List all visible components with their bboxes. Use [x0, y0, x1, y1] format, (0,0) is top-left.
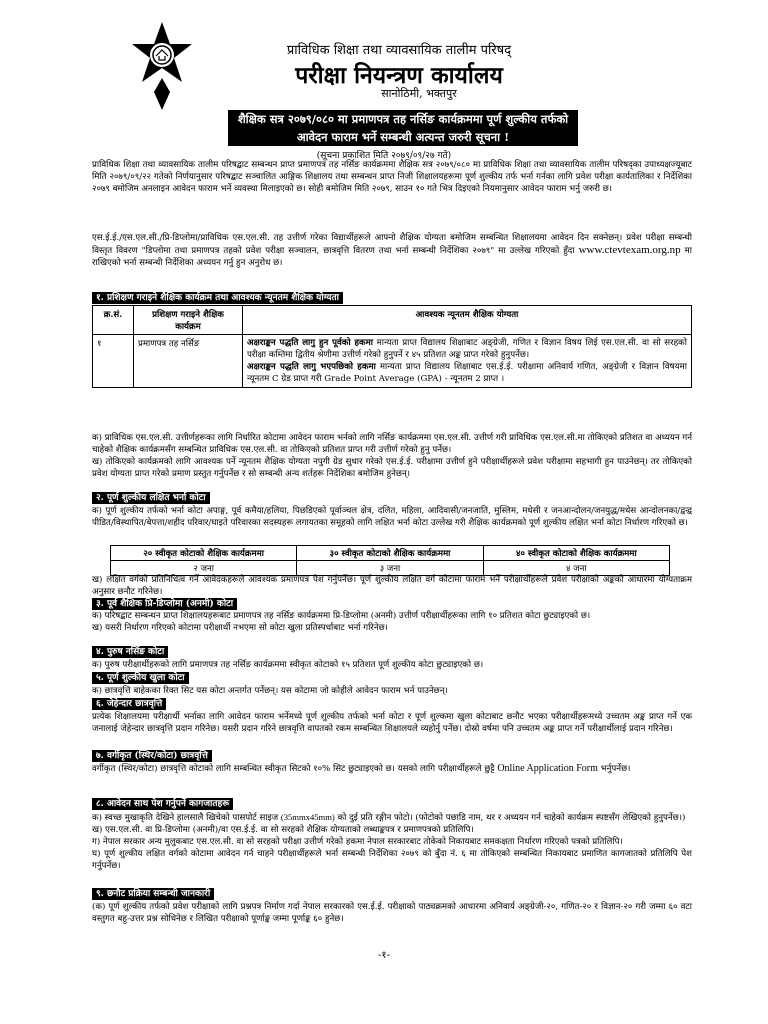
page-number: -१- [378, 950, 390, 961]
section-5-text: क) छात्रवृत्ति बाहेकका रिक्त सिट यस कोटा अन्तर्गत पर्नेछन्। यस कोटामा जो कोहीले आवेदन फाराम भर्न पाउनेछन्। [92, 686, 448, 696]
row-program: प्रमाणपत्र तह नर्सिङ [134, 335, 243, 388]
section-4-heading: ४. पुरुष नर्सिङ कोटा [92, 646, 168, 658]
list-item [92, 811, 692, 824]
table-header-row [111, 546, 670, 561]
qual-text-1: मान्यता प्राप्त विद्यालय शिक्षाबाट अङ्ग्रेजी, गणित र विज्ञान विषय लिई एस.एल.सी. वा सो सरहको परीक्षा कम्तिमा द्वितीय श्रेणीमा उत्तीर्ण गरेको हुनुपर्ने र ४५ प्रतिशत अङ्क प्राप्त गरेको हुनुपर्नेछ। [247, 338, 688, 360]
list-item: क) परिषद्बाट सम्बन्धन प्राप्त शिक्षालयहरूबाट प्रमाणपत्र तह नर्सिङ कार्यक्रममा प्रि-डिप्लोमा (अनमी) उत्तीर्ण परीक्षार्थीहरूका लागि १० प्रतिशत कोटा छुट्याइएको छ। [92, 611, 591, 621]
section-2-text: क) पूर्ण शुल्कीय तर्फको भर्ना कोटा अपाङ्ग, पूर्व कमैया/हलिया, पिछडिएको पूर्वाञ्चल क्षेत्र, दलित, महिला, आदिवासी/जनजाति, मुस्लिम, मधेसी र जनआन्दोलन/जनयुद्ध/मधेस आन्दोलनका/द्वन्द्व पीडित/विस्थापित/बेपत्ता/शहीद परिवार/घाइते परिवारका सदस्यहरू लगायतका समूहको लागि लक्षित भर्ना कोटा उल्लेख गरी शैक्षिक कार्यक्रमको पूर्ण शुल्कीय लक्षित भर्ना कोटा निर्धारण गरिएको छ। [92, 506, 692, 529]
section-1-notes [92, 432, 692, 480]
table-header-row [93, 306, 692, 335]
col-qualification: आवश्यक न्यूनतम शैक्षिक योग्यता [243, 306, 692, 335]
qualification-table [92, 305, 692, 388]
list-item: क) प्राविधिक एस.एल.सी. उत्तीर्णहरूका लागि निर्धारित कोटामा आवेदन फाराम भर्नको लागि नर्सिङ कार्यक्रममा एस.एल.सी. उत्तीर्ण गरी प्राविधिक एस.एल.सी.मा तोकिएको प्रतिशत वा अध्ययन गर्न चाहेको शैक्षिक कार्यक्रमसँग सम्बन्धित प्राविधिक एस.एल.सी. वा तोकिएको प्रतिशत प्राप्त गरी उत्तीर्ण गरेको हुनु पर्नेछ। [92, 433, 692, 456]
qual-text-2: मान्यता प्राप्त विद्यालय शिक्षाबाट एस.ई.ई. परीक्षामा अनिवार्य गणित, अङ्ग्रेजी र विज्ञान विषयमा न्यूनतम C ग्रेड प्राप्त गरी [247, 362, 687, 384]
qual-bold-1: अक्षराङ्कन पद्धति लागु हुन पूर्वको हकमा [247, 338, 374, 348]
row-sn: १ [93, 335, 134, 388]
intro-paragraph-2-text: एस.ई.ई./एस.एल.सी./प्रि-डिप्लोमा/प्राविधिक एस.एल.सी. तह उत्तीर्ण गरेका विद्यार्थीहरूले आफ्नो शैक्षिक योग्यता बमोजिम सम्बन्धित शिक्षालयमा आवेदन दिन सक्नेछन्। प्रवेश परीक्षा सम्बन्धी विस्तृत विवरण "डिप्लोमा तथा प्रमाणपत्र तहको प्रवेश परीक्षा सञ्चालन, छात्रवृत्ति वितरण तथा भर्ना सम्बन्धी निर्देशिका २०७९" मा उल्लेख गरिएको हुँदा [92, 233, 692, 257]
office-name: परीक्षा नियन्त्रण कार्यालय [295, 62, 503, 89]
doc-photo-note: को दुई प्रति रङ्गीन फोटो। (फोटोको पछाडि नाम, थर र अध्ययन गर्न चाहेको कार्यक्रम स्पष्टसँग लेखिएको हुनुपर्नेछ।) [337, 813, 686, 823]
list-item: घ) पूर्ण शुल्कीय लक्षित वर्गको कोटामा आवेदन गर्न चाहने परीक्षार्थीहरूले भर्ना सम्बन्धी निर्देशिका २०७९ को बुँदा नं. ६ मा तोकिएको सम्बन्धित निकायबाट प्रमाणित कागजातको प्रतिलिपि पेश गर्नुपर्नेछ। [92, 849, 692, 872]
col-program: प्रशिक्षण गराइने शैक्षिक कार्यक्रम [134, 306, 243, 335]
council-name: प्राविधिक शिक्षा तथा व्यावसायिक तालीम परिषद् [286, 43, 512, 58]
list-item: ख) यसरी निर्धारण गरिएको कोटामा परीक्षार्थी नभएमा सो कोटा खुला प्रतिस्पर्धाबाट भर्ना गरिनेछ। [92, 623, 388, 634]
section-6-heading: ६. जेहेन्दार छात्रवृत्ति [92, 698, 166, 710]
section-9-heading: ९. छनौट प्रक्रिया सम्बन्धी जानकारी [92, 888, 214, 900]
intro-paragraph-2-suffix: मा राखिएको भर्ना सम्बन्धी निर्देशिका अध्ययन गर्नु हुन अनुरोध छ। [92, 246, 693, 269]
section-1-heading: १. प्रशिक्षण गराइने शैक्षिक कार्यक्रम तथा आवश्यक न्यूनतम शैक्षिक योग्यता [92, 292, 343, 304]
online-application-form: Online Application Form [497, 763, 598, 774]
notice-title-line-1: शैक्षिक सत्र २०७९/०८० मा प्रमाणपत्र तह नर्सिङ कार्यक्रममा पूर्ण शुल्कीय तर्फको [228, 110, 578, 128]
section-4-text: क) पुरुष परीक्षार्थीहरूको लागि प्रमाणपत्र तह नर्सिङ कार्यक्रममा स्वीकृत कोटाको १५ प्रतिशत पूर्ण शुल्कीय कोटा छुट्याइएको छ। [92, 660, 484, 670]
office-address: सानोठिमी, भक्तपुर [381, 87, 457, 100]
row-qualification [243, 335, 692, 388]
quota-header-30: ३० स्वीकृत कोटाको शैक्षिक कार्यक्रममा [297, 546, 483, 561]
section-7-prefix: वर्गीकृत (स्थिर/कोटा) छात्रवृत्ति कोटाको लागि सम्बन्धित स्वीकृत सिटको १०% सिट छुट्याइएको छ। यसको लागि परीक्षार्थीहरूले छुट्टै [92, 764, 495, 774]
section-7-heading: ७. वर्गीकृत (स्थिर/कोटा) छात्रवृत्ति [92, 750, 212, 762]
quota-value-40: ४ जना [483, 561, 669, 576]
list-item: ग) नेपाल सरकार अन्य मुलुकबाट एस.एल.सी. वा सो सरहको परीक्षा उत्तीर्ण गरेको हकमा नेपाल सरकारबाट तोकेको निकायबाट समकक्षता निर्धारण गरिएको पत्रको प्रतिलिपि। [92, 837, 623, 848]
quota-value-20: २ जना [111, 561, 297, 576]
notice-date: (सूचना प्रकाशित मिति २०७९/०९/२७ गते) [316, 151, 452, 161]
doc-photo-text: क) स्वच्छ मुखाकृति देखिने हालसालै खिचेको पासपोर्ट साइज [92, 813, 279, 823]
quota-header-40: ४० स्वीकृत कोटाको शैक्षिक कार्यक्रममा [483, 546, 669, 561]
section-3-heading: ३. पूर्व शैक्षिक प्रि-डिप्लोमा (अनमी) कोटा [92, 598, 237, 610]
qual-bold-2: अक्षराङ्कन पद्धति लागु भएपछिको हकमा [247, 362, 376, 372]
quota-header-20: २० स्वीकृत कोटाको शैक्षिक कार्यक्रममा [111, 546, 297, 561]
section-2-note: ख) लक्षित वर्गको प्रतिनिधित्व गर्ने आवेदकहरूले आवश्यक प्रमाणपत्र पेश गर्नुपर्नेछ। पूर्ण शुल्कीय लक्षित वर्ग कोटामा फाराम भर्ने परीक्षार्थीहरूले प्रवेश परीक्षाको अङ्कको आधारमा योग्यताक्रम अनुसार छनौट गरिनेछ। [92, 575, 692, 598]
qual-gpa: Grade Point Average (GPA) - न्यूनतम 2 प्राप्त । [324, 374, 505, 384]
section-6-text: प्रत्येक शिक्षालयमा परीक्षार्थी भर्नाका लागि आवेदन फाराम भर्नेमध्ये पूर्ण शुल्कीय तर्फको भर्ना कोटा र पूर्ण शुल्कमा खुला कोटाबाट छनौट भएका परीक्षार्थीहरूमध्ये उच्चतम अङ्क प्राप्त गर्ने एक जनालाई जेहेन्दार छात्रवृत्ति प्रदान गरिनेछ। यसरी प्रदान गरिने छात्रवृत्ति वापतको रकम सम्बन्धित शिक्षालयले व्यहोर्नु पर्नेछ। दोस्रो वर्षमा पनि उच्चतम अङ्क प्राप्त गर्ने परीक्षार्थीलाई प्रदान गरिनेछ। [92, 712, 692, 735]
photo-size: (35mmx45mm) [280, 812, 335, 822]
col-sn: क्र.सं. [93, 306, 134, 335]
notice-title-line-2: आवेदन फाराम भर्ने सम्बन्धी अत्यन्त जरुरी सूचना ! [228, 128, 578, 146]
section-7-text [92, 763, 692, 775]
section-8-list [92, 811, 692, 872]
website-link[interactable]: www.ctevtexam.org.np [578, 244, 681, 257]
intro-paragraph-1: प्राविधिक शिक्षा तथा व्यावसायिक तालीम परिषद्बाट सम्बन्धन प्राप्त प्रमाणपत्र तह नर्सिङ कार्यक्रममा शैक्षिक सत्र २०७९/०८० मा प्राविधिक शिक्षा तथा व्यावसायिक तालीम परिषद्का उपाध्यक्षज्यूबाट मिति २०७९/०९/२२ गतेको निर्णयानुसार परिषद्बाट सञ्चालित आङ्गिक शिक्षालय तथा सम्बन्धन प्राप्त निजी शिक्षालयहरूमा पूर्ण शुल्कीय तर्फ भर्ना गर्नका लागि प्रवेश परीक्षा कार्यतालिका र निर्देशिका २०७९ बमोजिम अनलाइन आवेदन फाराम भर्ने व्यवस्था मिलाइएको छ। सोही बमोजिम मिति २०७९, साउन १० गते भित्र दिइएको नियमानुसार आवेदन फाराम भर्नु जरुरी छ। [92, 160, 692, 195]
table-row [93, 335, 692, 388]
intro-paragraph-2 [92, 232, 692, 269]
section-2-heading: २. पूर्ण शुल्कीय लक्षित भर्ना कोटा [92, 492, 210, 504]
section-3-list [92, 610, 692, 634]
quota-table [110, 545, 670, 576]
section-9-text: (क) पूर्ण शुल्कीय तर्फको प्रवेश परीक्षाको लागि प्रश्नपत्र निर्माण गर्दा नेपाल सरकारको एस.ई.ई. परीक्षाको पाठ्यक्रमको आधारमा अनिवार्य अङ्ग्रेजी-२०, गणित-२० र विज्ञान-२० गरी जम्मा ६० वटा वस्तुगत बहु-उत्तर प्रश्न सोधिनेछ र लिखित परीक्षाको पूर्णाङ्क जम्मा पूर्णाङ्क ६० हुनेछ। [92, 902, 692, 925]
section-7-suffix: भर्नुपर्नेछ। [600, 764, 631, 774]
list-item: ख) तोकिएको कार्यक्रमको लागि आवश्यक पर्ने न्यूनतम शैक्षिक योग्यता नपुगी ग्रेड सुधार गरेको एस.ई.ई. परीक्षामा उत्तीर्ण हुने परीक्षार्थीहरूले प्रवेश परीक्षामा सहभागी हुन पाउनेछन्। तर तोकिएको प्रवेश योग्यता प्राप्त गरेको प्रमाण प्रस्तुत गर्नुपर्नेछ र सो सम्बन्धी अन्य शर्तहरू निर्देशिका बमोजिम हुनेछन्। [92, 457, 692, 480]
section-5-heading: ५. पूर्ण शुल्कीय खुला कोटा [92, 672, 189, 684]
list-item: ख) एस.एल.सी. वा प्रि-डिप्लोमा (अनमी)/वा एस.ई.ई. वा सो सरहको शैक्षिक योग्यताको लब्धाङ्कपत्र र प्रमाणपत्रको प्रतिलिपि। [92, 825, 474, 836]
section-8-heading: ८. आवेदन साथ पेश गर्नुपर्ने कागजातहरू [92, 798, 233, 810]
quota-value-30: ३ जना [297, 561, 483, 576]
